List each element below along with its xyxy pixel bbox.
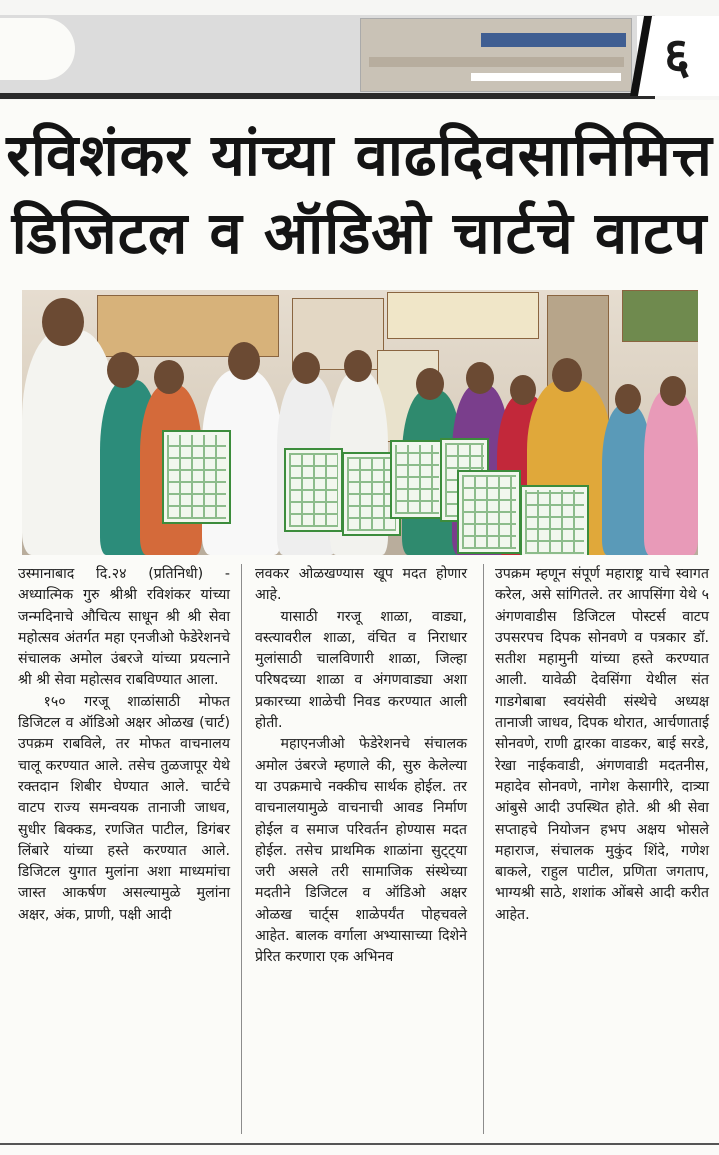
header-bar: [0, 0, 719, 100]
headline-line-1: रविशंकर यांच्या वाढदिवसानिमित्त: [6, 121, 713, 189]
article-column-2: [255, 564, 467, 969]
article-paragraph: यासाठी गरजू शाळा, वाड्या, वस्त्यावरील शाळा, वंचित व निराधार मुलांसाठी चालविणारी शाळा, जिल्हा परिषदच्या शाळा व अंगणवाड्या अशा प्रकारच्या शाळेची निवड करण्यात आली होती.: [255, 608, 467, 732]
article-paragraph: उस्मानाबाद दि.२४ (प्रतिनिधी) - अध्यात्मिक गुरु श्रीश्री रविशंकर यांच्या जन्मदिनाचे औचित्य साधून श्री श्री सेवा महोत्सव अंतर्गत महा एनजीओ फेडेरेशनचे संचालक अमोल उंबरजे यांच्या प्रयत्नाने श्री श्री सेवा महोत्सव राबविण्यात आला.: [18, 566, 230, 689]
chart-poster: [390, 440, 444, 519]
bottom-rule: [0, 1143, 719, 1145]
header-photo-strip: [360, 18, 632, 92]
header-pill: [0, 18, 75, 80]
chart-poster: [457, 470, 521, 554]
article-paragraph: उपक्रम म्हणून संपूर्ण महाराष्ट्र याचे स्वागत करेल, असे सांगितले. तर आपसिंगा येथे ५ अंगणवाडीस डिजिटल पोस्टर्स वाटप उपसरपच दिपक सोनवणे व पत्रकार डॉ. सतीश महामुनी यांच्या हस्ते करण्यात आली. यावेळी देवसिंगा येथील संत गाडगेबाबा स्वयंसेवी संस्थेचे अध्यक्ष तानाजी जाधव, दिपक थोरात, आर्चणाताई सोनवणे, राणी द्वारका वाडकर, बाई सरडे, रेखा नाईकवाडी, अंगणवाडी मदतनीस, महादेव सोनवणे, नागेश केसागीरे, दात्र्या आंबुसे आदी उपस्थित होते. श्री श्री सेवा सप्ताहचे नियोजन हभप अक्षय भोसले महाराज, संचालक मुकुंद शिंदे, गणेश बाकले, राहुल पाटील, प्रणिता जगताप, भाग्यश्री साठे, शशांक ओंबसे आदी करीत आहेत.: [495, 566, 709, 923]
article-column-1: [18, 564, 230, 926]
article-paragraph: १५० गरजू शाळांसाठी मोफत डिजिटल व ऑडिओ अक्षर ओळख (चार्ट) उपक्रम राबविले, तर मोफत वाचनालय चालू करण्यात आले. तसेच तुळजापूर येथे रक्तदान शिबीर घेण्यात आले. चार्टचे वाटप राज्य समन्वयक तानाजी जाधव, सुधीर बिक्कड, रणजित पाटील, डिगंबर लिंबारे यांच्या हस्ते करण्यात आले. डिजिटल युगात मुलांना अशा माध्यमांचा जास्त आकर्षण असल्यामुळे मुलांना अक्षर, अंक, प्राणी, पक्षी आदी: [18, 693, 230, 923]
page-number-box: [637, 16, 719, 96]
article-column-3: [495, 564, 709, 926]
page-number: ६: [664, 27, 690, 85]
article-paragraph: लवकर ओळखण्यास खूप मदत होणार आहे.: [255, 566, 467, 604]
headline-line-2: डिजिटल व ऑडिओ चार्टचे वाटप: [11, 199, 708, 267]
chart-poster: [162, 430, 231, 524]
column-divider: [483, 564, 484, 1134]
chart-poster: [284, 448, 343, 532]
chart-poster: [520, 485, 589, 555]
news-photo: [22, 290, 698, 555]
article-paragraph: महाएनजीओ फेडेरेशनचे संचालक अमोल उंबरजे म्हणाले की, सुरु केलेल्या या उपक्रमाचे नक्कीच सार्थक होईल. तर वाचनालयामुळे वाचनाची आवड निर्माण होईल व समाज परिवर्तन होण्यास मदत होईल. तसेच प्राथमिक शाळांना सुट्ट्या जरी असले तरी सामाजिक संस्थेच्या मदतीने डिजिटल व ऑडिओ अक्षर ओळख चार्ट्स शाळेपर्यंत पोहचवले आहेत. बालक वर्गाला अभ्यासाच्या दिशेने प्रेरित करणारा एक अभिनव: [255, 736, 467, 966]
header-divider: [0, 93, 655, 99]
column-divider: [241, 564, 242, 1134]
